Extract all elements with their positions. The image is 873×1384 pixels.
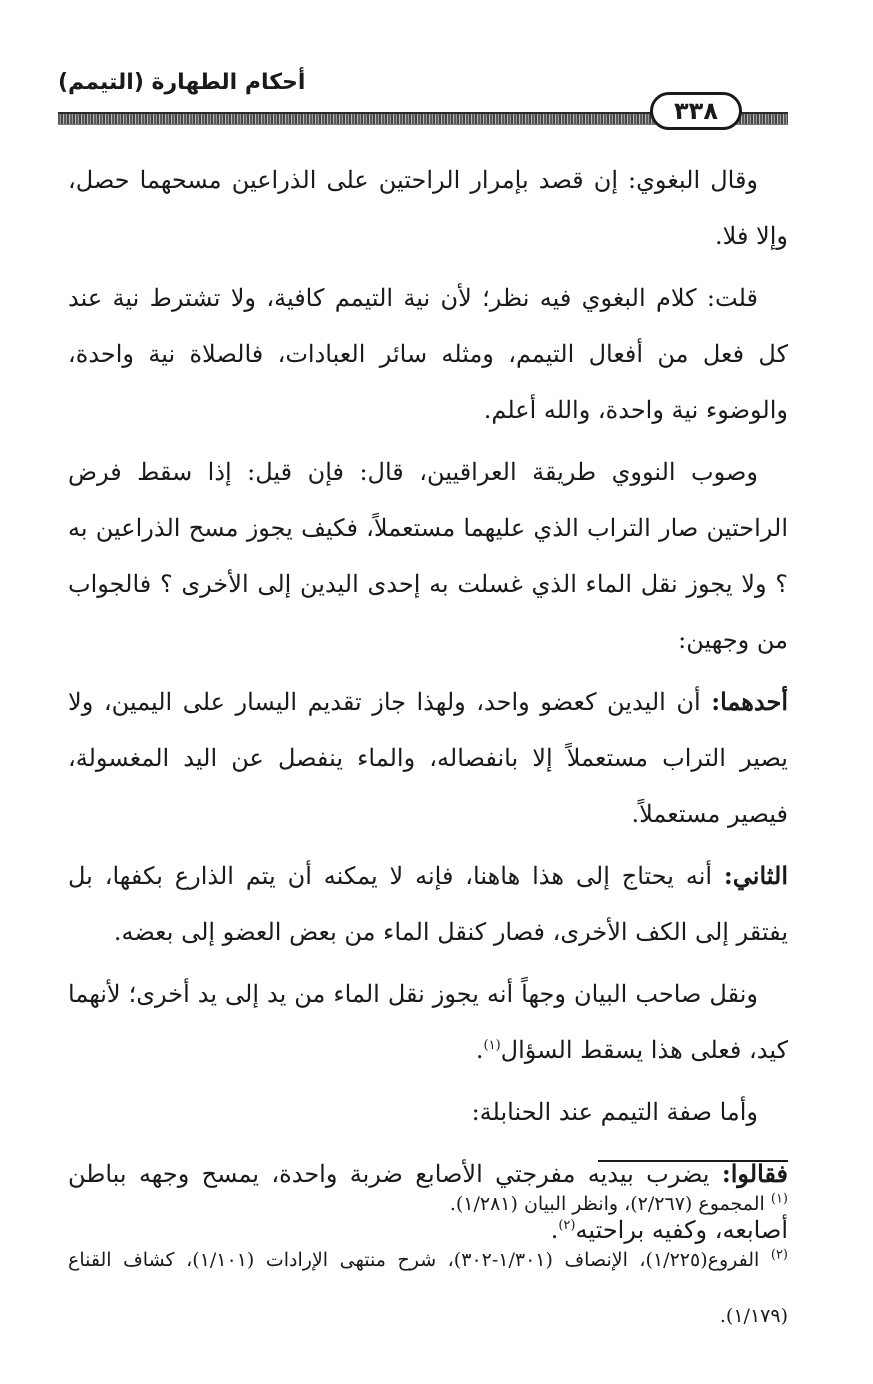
- answer-lead-label: فقالوا:: [721, 1159, 788, 1188]
- paragraph-bayan: [68, 966, 788, 1078]
- footnote-1: [68, 1176, 788, 1232]
- answer-lead-label: الثاني:: [723, 861, 788, 890]
- paragraph-text: وصوب النووي طريقة العراقيين، قال: فإن قيل: إذا سقط فرض الراحتين صار التراب الذي عليهما مستعملاً، فكيف يجوز مسح الذراعين به ؟ ولا يجوز نقل الماء الذي غسلت به إحدى اليدين إلى الأخرى ؟ فالجواب من وجهين:: [68, 458, 789, 654]
- running-header-title: أحكام الطهارة (التيمم): [58, 70, 306, 95]
- paragraph-end: .: [550, 1216, 559, 1244]
- paragraph-first-answer: [68, 674, 788, 842]
- footnote-reference[interactable]: (١): [483, 1038, 501, 1053]
- paragraph-text: وأما صفة التيمم عند الحنابلة:: [471, 1098, 758, 1126]
- footnote-text: الفروع(١/٢٢٥)، الإنصاف (١/٣٠١-٣٠٢)، شرح منتهى الإرادات (١/١٠١)، كشاف القناع (١/١٧٩).: [68, 1249, 788, 1327]
- paragraph-text: أنه يحتاج إلى هذا هاهنا، فإنه لا يمكنه أن يتم الذارع بكفها، بل يفتقر إلى الكف الأخرى، فصار كنقل الماء من بعض العضو إلى بعضه.: [68, 862, 788, 946]
- paragraph-text: أن اليدين كعضو واحد، ولهذا جاز تقديم اليسار على اليمين، ولا يصير التراب مستعملاً إلا بانفصاله، والماء ينفصل عن اليد المغسولة، فيصير مستعملاً.: [68, 688, 788, 828]
- footnote-mark: (١): [770, 1191, 788, 1207]
- paragraph-hanabila-intro: [68, 1084, 788, 1140]
- footnote-reference[interactable]: (٢): [558, 1218, 576, 1233]
- paragraph-baghawi: [68, 152, 788, 264]
- footnote-text: المجموع (٢/٢٦٧)، وانظر البيان (١/٢٨١).: [449, 1193, 771, 1215]
- main-text: [68, 152, 788, 1264]
- footnotes: [68, 1176, 788, 1344]
- page-number-badge: ٣٣٨: [650, 92, 742, 130]
- paragraph-text: قلت: كلام البغوي فيه نظر؛ لأن نية التيمم كافية، ولا تشترط نية عند كل فعل من أفعال التيمم، ومثله سائر العبادات، فالصلاة نية واحدة، والوضوء نية واحدة، والله أعلم.: [68, 284, 788, 424]
- paragraph-comment: [68, 270, 788, 438]
- paragraph-text: وقال البغوي: إن قصد بإمرار الراحتين على الذراعين مسحهما حصل، وإلا فلا.: [68, 166, 788, 250]
- footnote-mark: (٢): [770, 1247, 788, 1263]
- footnote-2: [68, 1232, 788, 1344]
- answer-lead-label: أحدهما:: [711, 687, 789, 716]
- paragraph-text: يضرب بيديه مفرجتي الأصابع ضربة واحدة، يمسح وجهه بباطن أصابعه، وكفيه براحتيه: [68, 1160, 788, 1244]
- footnote-separator: [598, 1160, 788, 1162]
- paragraph-end: .: [475, 1036, 484, 1064]
- paragraph-text: ونقل صاحب البيان وجهاً أنه يجوز نقل الماء من يد إلى يد أخرى؛ لأنهما كيد، فعلى هذا يسقط السؤال: [68, 980, 788, 1064]
- paragraph-second-answer: [68, 848, 788, 960]
- paragraph-nawawi: [68, 444, 788, 668]
